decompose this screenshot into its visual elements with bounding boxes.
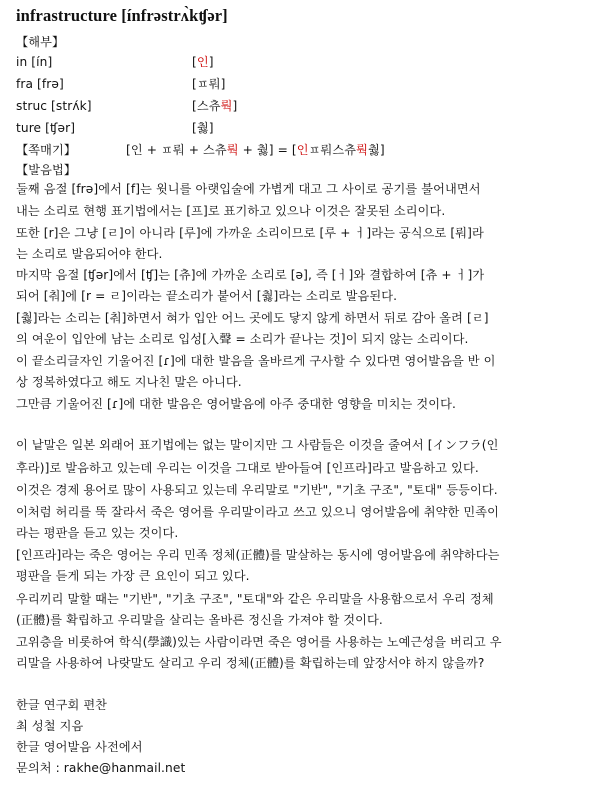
body-line: 둘째 음절 [frə]에서 [f]는 윗니를 아랫입술에 가볍게 대고 그 사이로 공기를 불어내면서 [16, 182, 481, 196]
body-line: 이 낱말은 일본 외래어 표기법에는 없는 말이지만 그 사람들은 이것을 줄여서 [インフラ(인 [16, 438, 499, 452]
body-line: 고위층을 비롯하여 학식(學識)있는 사람이라면 죽은 영어를 사용하는 노예근성을 버리고 우 [16, 635, 502, 649]
body-line: 라는 평판을 듣고 있는 것이다. [16, 526, 179, 540]
body-line: (正體)를 확립하고 우리말을 살리는 올바른 정신을 가져야 할 것이다. [16, 613, 383, 627]
syllable-hangul: [춿] [192, 121, 214, 135]
footer-contact: 문의처 : rakhe@hanmail.net [16, 761, 186, 775]
body-line: 우리끼리 말할 때는 "기반", "기초 구조", "토대"와 같은 우리말을 사용함으로서 우리 정체 [16, 592, 494, 606]
syllable-word: struc [strʌ́k] [16, 99, 92, 113]
body-line: 마지막 음절 [ʧər]에서 [ʧ]는 [츄]에 가까운 소리로 [ə], 즉 [ㅓ]와 결합하여 [츄 + ㅓ]가 [16, 268, 485, 282]
syllable-word: in [ín] [16, 55, 53, 69]
body-line: 는 소리로 발음되어야 한다. [16, 247, 163, 261]
body-line: 상 정복하였다고 해도 지나친 말은 아니다. [16, 375, 242, 389]
section-breakdown: 【해부】 [16, 35, 65, 49]
body-line: 내는 소리로 현행 표기법에서는 [프]로 표기하고 있으나 이것은 잘못된 소리이다. [16, 204, 446, 218]
body-line: 후라)]로 발음하고 있는데 우리는 이것을 그대로 받아들여 [인프라]라고 발음하고 있다. [16, 461, 479, 475]
body-line: 이 끝소리글자인 기울어진 [ɾ]에 대한 발음을 올바르게 구사할 수 있다면 영어발음을 반 이 [16, 354, 496, 368]
body-line: [인프라]라는 죽은 영어는 우리 민족 정체(正體)를 말살하는 동시에 영어발음에 취약하다는 [16, 548, 500, 562]
syllable-hangul: [ㅍ뤄] [192, 77, 226, 91]
syllable-row [16, 74, 226, 94]
footer-source: 한글 영어발음 사전에서 [16, 740, 143, 754]
body-line: 이것은 경제 용어로 많이 사용되고 있는데 우리말로 "기반", "기초 구조", "토대" 등등이다. [16, 483, 498, 497]
pinpoint-formula: [인 + ㅍ뤄 + 스츄뤅 + 춿] = [인ㅍ뤄스츄뤅춿] [126, 143, 385, 157]
syllable-row [16, 96, 238, 116]
section-pinpoint: 【쪽매기】 [16, 143, 77, 157]
body-line: 이처럼 허리를 뚝 잘라서 죽은 영어를 우리말이라고 쓰고 있으니 영어발음에 취약한 민족이 [16, 505, 500, 519]
body-line: 그만큼 기울어진 [ɾ]에 대한 발음은 영어발음에 아주 중대한 영향을 미치는 것이다. [16, 397, 456, 411]
body-line: 리말을 사용하여 나랏말도 살리고 우리 정체(正體)를 확립하는데 앞장서야 하지 않을까? [16, 656, 485, 670]
body-line: 평판을 듣게 되는 가장 큰 요인이 되고 있다. [16, 569, 250, 583]
syllable-row [16, 52, 214, 72]
footer-author: 최 성철 지음 [16, 719, 84, 733]
syllable-row [16, 118, 214, 138]
footer-publisher: 한글 연구회 편찬 [16, 698, 108, 712]
syllable-hangul: [인] [192, 55, 214, 69]
body-line: 또한 [r]은 그냥 [ㄹ]이 아니라 [루]에 가까운 소리이므로 [루 + ㅓ]라는 공식으로 [뤄]라 [16, 226, 484, 240]
syllable-word: fra [frə] [16, 77, 64, 91]
pinpoint-row [16, 140, 385, 160]
entry-title: infrastructure [ínfrəstrʌ̀kʧər] [16, 6, 228, 25]
section-pronunciation: 【발음법】 [16, 163, 77, 177]
body-line: [춿]라는 소리는 [춰]하면서 혀가 입안 어느 곳에도 닿지 않게 하면서 뒤로 감아 올려 [ㄹ] [16, 311, 489, 325]
body-line: 의 여운이 입안에 남는 소리로 입성[入聲 = 소리가 끝나는 것]이 되지 않는 소리이다. [16, 332, 469, 346]
body-line: 되어 [춰]에 [r = ㄹ]이라는 끝소리가 붙어서 [춿]라는 소리로 발음된다. [16, 289, 398, 303]
syllable-hangul: [스츄뤅] [192, 99, 238, 113]
syllable-word: ture [ʧər] [16, 121, 76, 135]
